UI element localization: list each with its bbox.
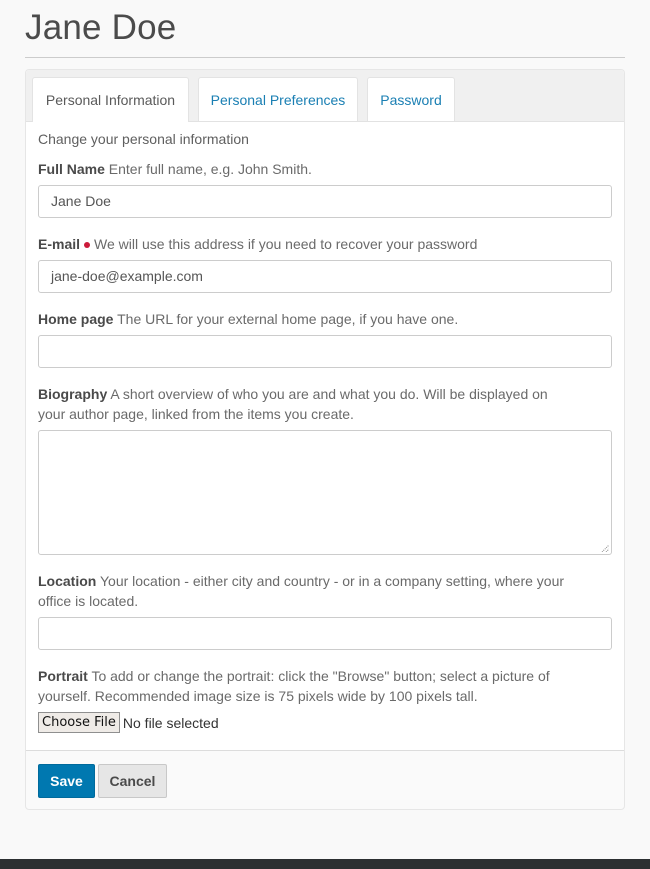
tab-personal-preferences[interactable]: Personal Preferences [198, 77, 358, 121]
save-button[interactable]: Save [38, 764, 95, 798]
page-title: Jane Doe [25, 8, 177, 47]
location-help: Your location - either city and country - or in a company setting, where your office is located. [38, 573, 565, 609]
choose-file-button[interactable]: Choose File [38, 712, 120, 733]
required-dot-icon [84, 242, 90, 248]
portrait-help: To add or change the portrait: click the "Browse" button; select a picture of yourself. Recommended image size is 75 pixels wide by 100 pixels tall. [38, 668, 550, 704]
email-title: E-mail [38, 236, 81, 252]
portrait-title: Portrait [38, 668, 88, 684]
file-status: No file selected [122, 714, 219, 731]
location-input[interactable] [38, 617, 612, 650]
cancel-button[interactable]: Cancel [98, 764, 167, 798]
location-label [38, 571, 578, 611]
home-page-title: Home page [38, 311, 114, 327]
location-title: Location [38, 573, 97, 589]
portrait-file-input [38, 712, 219, 733]
biography-label [38, 384, 578, 424]
email-help: We will use this address if you need to recover your password [94, 236, 478, 252]
home-page-label [38, 309, 578, 329]
email-input[interactable]: jane-doe@example.com [38, 260, 612, 293]
full-name-input[interactable]: Jane Doe [38, 185, 612, 218]
home-page-help: The URL for your external home page, if you have one. [117, 311, 459, 327]
tab-password[interactable]: Password [367, 77, 455, 121]
full-name-help: Enter full name, e.g. John Smith. [108, 161, 312, 177]
home-page-input[interactable] [38, 335, 612, 368]
footer-bar [0, 859, 650, 869]
biography-textarea[interactable] [38, 430, 612, 555]
resize-grip-icon[interactable] [601, 544, 609, 552]
email-label [38, 234, 578, 254]
tab-bar [26, 70, 624, 122]
tab-personal-information[interactable]: Personal Information [32, 77, 189, 122]
full-name-label [38, 159, 578, 179]
biography-title: Biography [38, 386, 108, 402]
form-intro: Change your personal information [38, 131, 249, 147]
full-name-title: Full Name [38, 161, 105, 177]
personal-info-form [26, 122, 624, 751]
biography-help: A short overview of who you are and what you do. Will be displayed on your author page, linked from the items you create. [38, 386, 548, 422]
portrait-label [38, 666, 578, 706]
profile-panel [25, 69, 625, 810]
title-divider [25, 57, 625, 58]
